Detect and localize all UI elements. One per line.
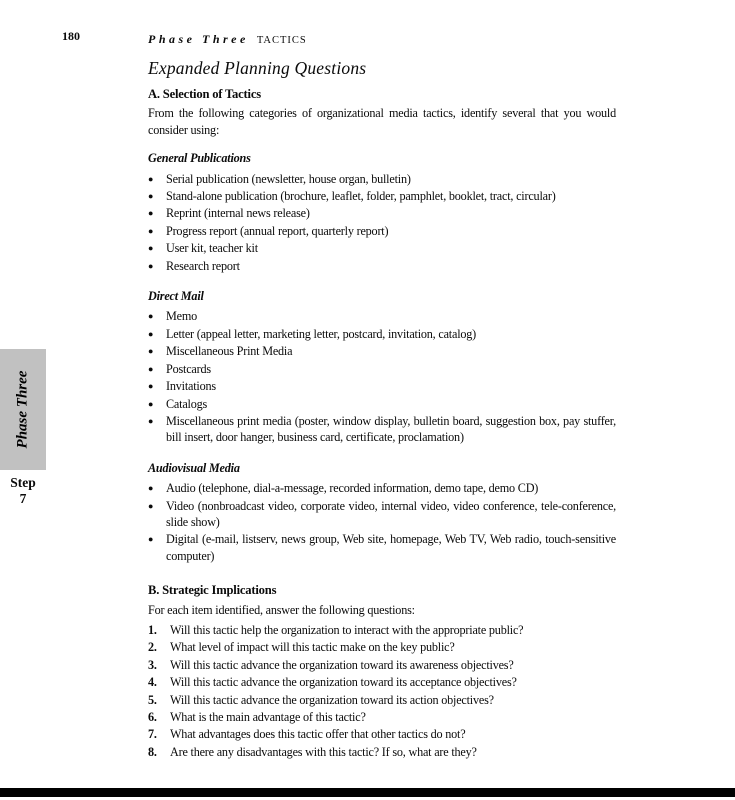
bullet-item-text: Miscellaneous print media (poster, window display, bulletin board, suggestion box, pay stuffer, bill insert, door hanger, business card, certificate, proclamation) [166,413,616,445]
bullet-icon: ● [148,208,154,219]
tactic-group [148,288,616,446]
bullet-icon: ● [148,363,154,374]
bullet-item-text: Letter (appeal letter, marketing letter, postcard, invitation, catalog) [166,326,477,341]
question-item [148,692,616,708]
bullet-icon: ● [148,415,154,426]
question-number: 6. [148,710,157,724]
bullet-icon: ● [148,483,154,494]
question-text: What advantages does this tactic offer that other tactics do not? [170,727,466,742]
bullet-icon: ● [148,243,154,254]
question-text: Are there any disadvantages with this tactic? If so, what are they? [170,744,477,759]
bullet-item [148,326,616,342]
bullet-item-text: Research report [166,258,240,273]
bullet-icon: ● [148,328,154,339]
running-header-section: TACTICS [256,35,307,46]
bullet-icon: ● [148,173,154,184]
page-number: 180 [62,29,80,43]
bullet-item-text: Invitations [166,379,216,394]
tactic-group [148,150,616,274]
step-indicator [0,475,46,507]
section-a-heading: A. Selection of Tactics [148,87,261,101]
question-item [148,622,616,638]
bullet-item-text: Audio (telephone, dial-a-message, recorded information, demo tape, demo CD) [166,481,539,496]
bullet-item-text: User kit, teacher kit [166,241,258,256]
bullet-item-text: Stand-alone publication (brochure, leaflet, folder, pamphlet, booklet, tract, circular) [166,189,556,204]
bullet-item [148,413,616,446]
bullet-item [148,240,616,256]
group-title: General Publications [148,151,251,166]
running-header [148,30,307,48]
question-number: 4. [148,675,157,690]
question-number: 8. [148,744,157,759]
question-text: What level of impact will this tactic make on the key public? [170,640,455,655]
question-number: 3. [148,657,157,672]
step-number: 7 [19,491,27,507]
question-text: Will this tactic advance the organization toward its awareness objectives? [170,657,514,672]
phase-tab-label: Phase Three [14,370,31,449]
question-item [148,726,616,742]
bullet-item [148,396,616,412]
bullet-item [148,171,616,187]
bullet-item [148,498,616,531]
bullet-icon: ● [148,191,154,202]
bullet-item-text: Serial publication (newsletter, house organ, bulletin) [166,171,411,186]
question-item [148,674,616,690]
step-word: Step [10,475,36,490]
running-header-phase: Phase Three [148,32,249,46]
question-text: What is the main advantage of this tactic? [170,710,366,724]
question-number: 2. [148,640,157,655]
bullet-item [148,205,616,221]
group-title: Direct Mail [148,289,204,304]
page-content [148,58,616,761]
bullet-icon: ● [148,398,154,409]
tactic-group [148,460,616,564]
question-text: Will this tactic advance the organization toward its action objectives? [170,692,494,707]
bullet-icon: ● [148,500,154,511]
question-item [148,639,616,655]
bullet-item [148,258,616,274]
section-b-intro: For each item identified, answer the following questions: [148,602,415,617]
bullet-icon: ● [148,260,154,271]
bullet-item-text: Digital (e-mail, listserv, news group, Web site, homepage, Web TV, Web radio, touch-sensitive computer) [166,532,616,563]
bottom-bar [0,788,735,797]
bullet-icon: ● [148,225,154,236]
bullet-item-text: Video (nonbroadcast video, corporate video, internal video, video conference, tele-conference, slide show) [166,498,616,529]
bullet-icon: ● [148,534,154,545]
bullet-item [148,531,616,564]
section-a-intro: From the following categories of organizational media tactics, identify several that you would consider using: [148,106,616,137]
bullet-item-text: Reprint (internal news release) [166,206,310,221]
question-item [148,744,616,760]
bullet-item [148,378,616,394]
question-text: Will this tactic advance the organization toward its acceptance objectives? [170,675,517,690]
question-item [148,657,616,673]
bullet-icon: ● [148,311,154,322]
bullet-item-text: Memo [166,309,198,324]
question-number: 7. [148,727,157,742]
bullet-item [148,343,616,359]
bullet-icon: ● [148,346,154,357]
bullet-item [148,188,616,204]
group-title: Audiovisual Media [148,460,240,475]
tactic-groups [148,150,616,564]
section-b-heading: B. Strategic Implications [148,583,277,598]
bullet-icon: ● [148,381,154,392]
bullet-item-text: Postcards [166,361,211,376]
bullet-item-text: Progress report (annual report, quarterly report) [166,223,389,238]
questions-list [148,622,616,760]
bullet-item [148,223,616,239]
bullet-item-text: Miscellaneous Print Media [166,344,293,359]
bullet-item-text: Catalogs [166,396,208,411]
bullet-item [148,480,616,496]
question-item [148,709,616,725]
bullet-item [148,361,616,377]
question-text: Will this tactic help the organization to interact with the appropriate public? [170,622,524,637]
phase-tab [0,349,46,470]
bullet-item [148,308,616,324]
question-number: 5. [148,692,157,707]
page-title: Expanded Planning Questions [148,58,367,78]
question-number: 1. [148,622,157,637]
